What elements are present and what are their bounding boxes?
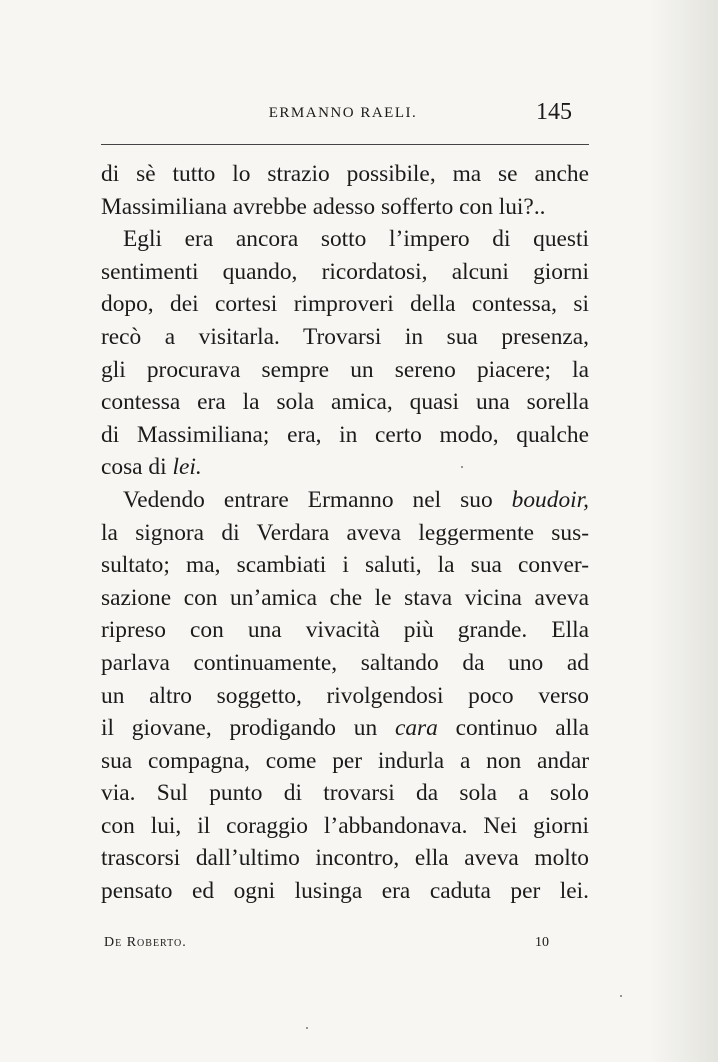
page-number: 145 [536,99,572,125]
text-line [101,354,589,387]
text-segment: Vedendo entrare Ermanno nel suo [123,486,512,513]
text-segment: cosa di [101,454,173,481]
page-edge-shadow [648,0,718,1062]
text-line [101,810,589,843]
text-line [101,777,589,810]
text-segment: di sè tutto lo strazio possibile, ma se anche [101,161,589,187]
text-line [101,549,589,582]
text-segment: Massimiliana avrebbe adesso sofferto con lui?.. [101,193,546,220]
text-line [101,419,589,452]
paper-speck [461,466,463,468]
signature-mark: De Roberto. [104,935,187,950]
text-segment: dopo, dei cortesi rimproveri della contessa, si [101,291,589,318]
text-segment: parlava continuamente, saltando da uno ad [101,649,589,676]
text-line [101,386,589,419]
text-segment: ripreso con una vivacità più grande. Ella [101,617,589,644]
text-segment: con lui, il coraggio l’abbandonava. Nei giorni [101,812,589,839]
text-segment: via. Sul punto di trovarsi da sola a solo [101,780,589,807]
text-line [101,484,589,517]
text-segment: continuo alla [437,715,589,742]
text-line [101,680,589,713]
text-segment: il giovane, prodigando un [101,715,395,742]
text-segment: recò a visitarla. Trovarsi in sua presenza, [101,323,589,350]
italic-word: boudoir, [511,486,589,513]
text-segment: sentimenti quando, ricordatosi, alcuni giorni [101,258,589,285]
text-segment: sazione con un’amica che le stava vicina aveva [101,584,589,611]
text-line [101,158,589,191]
text-segment: pensato ed ogni lusinga era caduta per lei. [101,878,589,905]
text-line [101,745,589,778]
italic-word: cara [394,715,438,742]
text-segment: la signora di Verdara aveva leggermente sus- [101,519,589,546]
text-segment: sultato; ma, scambiati i saluti, la sua conver- [101,552,589,579]
text-segment: di Massimiliana; era, in certo modo, qualche [101,421,589,448]
text-segment: sua compagna, come per indurla a non andar [101,747,589,774]
header-rule [101,144,589,145]
text-line [101,256,589,289]
body-text [101,158,589,908]
text-line [101,647,589,680]
text-segment: gli procurava sempre un sereno piacere; la [101,356,589,383]
text-line [101,191,589,224]
text-line [101,223,589,256]
running-title: ERMANNO RAELI. [268,105,418,121]
text-line [101,614,589,647]
text-line [101,582,589,615]
text-line [101,842,589,875]
italic-word: lei. [172,454,202,481]
text-line [101,712,589,745]
paper-speck [620,995,622,997]
text-line [101,451,589,484]
text-line [101,517,589,550]
text-line [101,288,589,321]
text-segment: trascorsi dall’ultimo incontro, ella aveva molto [101,845,589,872]
sheet-number: 10 [535,935,549,950]
text-segment: contessa era la sola amica, quasi una sorella [101,389,589,416]
paper-speck [306,1027,308,1029]
text-line [101,875,589,908]
text-line [101,321,589,354]
text-segment: un altro soggetto, rivolgendosi poco verso [101,682,589,709]
text-segment: Egli era ancora sotto l’impero di questi [123,226,589,253]
